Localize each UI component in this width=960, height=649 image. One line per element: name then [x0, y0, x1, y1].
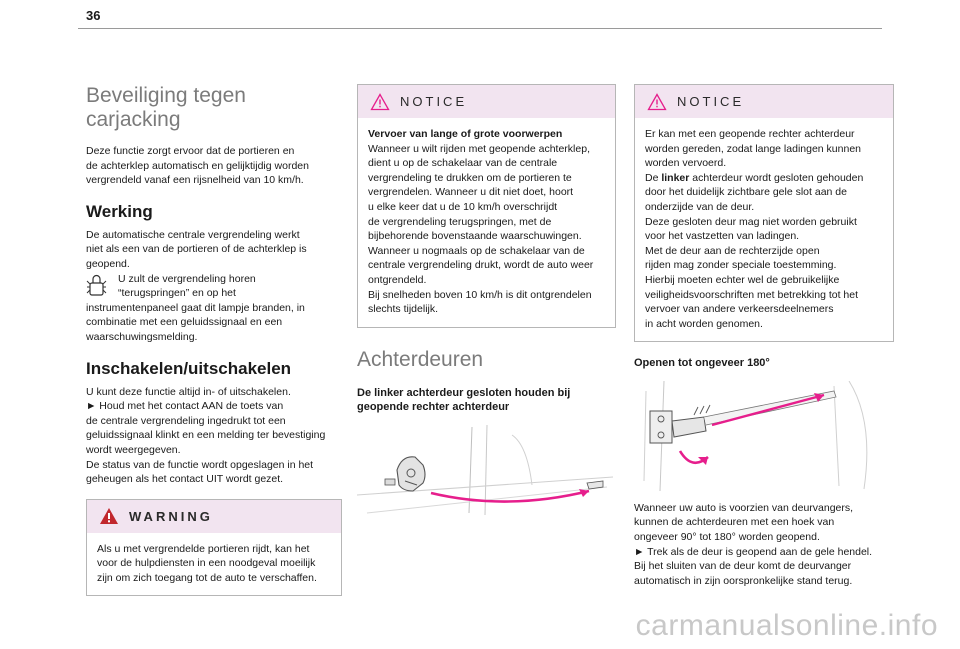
notice-triangle-icon — [370, 93, 390, 111]
warning-label: WARNING — [129, 508, 213, 524]
notice-bold-line: Vervoer van lange of grote voorwerpen — [368, 128, 563, 140]
section-title-carjacking: Beveiliging tegen carjacking — [86, 84, 246, 131]
notice-label: NOTICE — [677, 94, 745, 109]
warning-header — [87, 500, 341, 533]
notice-box-transport — [357, 84, 616, 328]
column-middle — [357, 84, 613, 515]
door-check-text: Wanneer uw auto is voorzien van deurvangers, kunnen de achterdeuren met een hoek van ongeveer 90° tot 180° worden geopend. ► Trek als de deur is geopend aan de gele hendel. Bij het sluiten van de deur komt de deurvanger automatisch in zijn oorspronkelijke stand terug. — [634, 501, 873, 587]
werking-text: De automatische centrale vergrendeling werkt niet als een van de portieren of de achterklep is geopend. U zult de vergrendeling horen “terugspringen” en op het instrumentenpaneel gaat dit lampje branden, in combinatie met een geluidssignaal en een waarschuwingsmelding. — [86, 228, 342, 345]
door-lock-warning-icon — [86, 273, 108, 299]
subheading-open-180: Openen tot ongeveer 180° — [634, 357, 770, 370]
warning-body: Als u met vergrendelde portieren rijdt, kan het voor de hulpdiensten in een noodgeval moeilijk zijn om zich toegang tot de auto te verschaffen. — [97, 542, 317, 584]
warning-box — [86, 499, 342, 597]
switch-text: U kunt deze functie altijd in- of uitschakelen. ► Houd met het contact AAN de toets van de centrale vergrendeling ingedrukt tot een geluidssignaal klinkt en een melding ter bevestiging wordt weergegeven. De status van de functie wordt opgeslagen in het geheugen als het contact UIT wordt gezet. — [86, 385, 326, 486]
column-right — [634, 84, 890, 588]
lock-warning-paragraph: U zult de vergrendeling horen “terugspringen” en op het instrumentenpaneel gaat dit lampje branden, in combinatie met een geluidssignaal en een waarschuwingsmelding. — [86, 272, 305, 343]
notice-box-right-door — [634, 84, 894, 342]
linker-line: De linker achterdeur wordt gesloten gehouden — [645, 171, 864, 184]
column-left — [86, 84, 342, 596]
watermark: carmanualsonline.info — [635, 609, 938, 642]
warning-triangle-icon — [99, 507, 119, 525]
notice-label: NOTICE — [400, 94, 468, 109]
notice-body: Er kan met een geopende rechter achterdeur worden gereden, zodat lange ladingen kunnen worden vervoerd. De linker achterdeur wordt gesloten gehouden door het duidelijk zichtbare gele slot aan de onderzijde van de deur. Deze gesloten deur mag niet worden gebruikt voor het vastzetten van ladingen. Met de deur aan de rechterzijde open rijden mag zonder speciale toestemming. Hierbij moeten echter wel de gebruikelijke veiligheidsvoorschriften met betrekking tot het vervoer van andere verkeersdeelnemers in acht worden genomen. — [635, 118, 893, 341]
notice-header — [635, 85, 893, 118]
notice-triangle-icon — [647, 93, 667, 111]
intro-text: Deze functie zorgt ervoor dat de portieren en de achterklep automatisch en gelijktijdig worden vergrendeld vanaf een rijsnelheid van 10 km/h. — [86, 145, 309, 187]
left-door-lock-illustration — [357, 425, 613, 515]
notice-header — [358, 85, 615, 118]
top-rule — [78, 28, 882, 29]
subheading-left-door: De linker achterdeur gesloten houden bij geopende rechter achterdeur — [357, 386, 571, 414]
page-number: 36 — [86, 8, 101, 23]
heading-werking: Werking — [86, 201, 153, 221]
notice-body: Vervoer van lange of grote voorwerpen Wanneer u wilt rijden met geopende achterklep, dient u op de schakelaar van de centrale vergrendeling te drukken om de portieren te vergrendelen. Wanneer u dit niet doet, hoort u elke keer dat u de 10 km/h overschrijdt de vergrendeling terugspringen, met de bijbehorende bovenstaande waarschuwingen. Wanneer u nogmaals op de schakelaar van de centrale vergrendeling drukt, wordt de auto weer ontgrendeld. Bij snelheden boven 10 km/h is dit ontgrendelen slechts tijdelijk. — [358, 118, 615, 327]
door-check-illustration — [634, 381, 892, 491]
heading-inschakelen: Inschakelen/uitschakelen — [86, 358, 292, 378]
section-title-achterdeuren: Achterdeuren — [357, 347, 484, 371]
